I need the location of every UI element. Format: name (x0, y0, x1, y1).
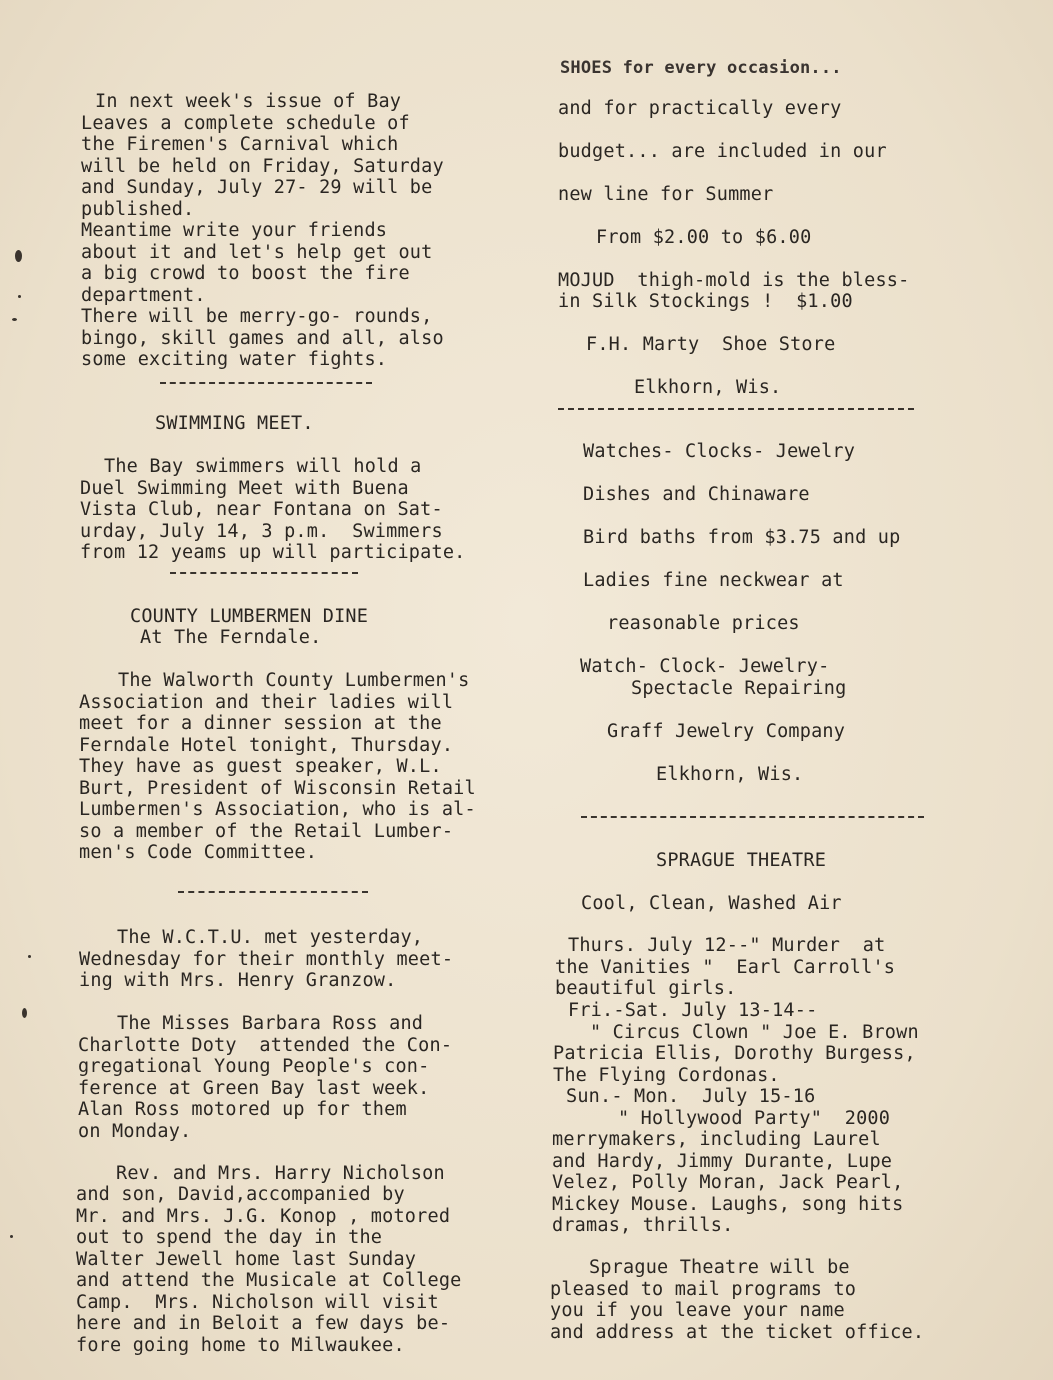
text-line: urday, July 14, 3 p.m. Swimmers (80, 521, 443, 542)
text-line: Alan Ross motored up for them (78, 1099, 407, 1120)
text-line: Mr. and Mrs. J.G. Konop , motored (76, 1206, 451, 1227)
text-line: MOJUD thigh-mold is the bless- (558, 270, 910, 291)
text-line: Ladies fine neckwear at (583, 570, 844, 591)
text-line: Leaves a complete schedule of (81, 113, 410, 134)
text-line: merrymakers, including Laurel (552, 1129, 881, 1150)
text-line: in Silk Stockings ! $1.00 (558, 291, 853, 312)
text-line: pleased to mail programs to (550, 1279, 857, 1300)
text-line: published. (81, 199, 195, 220)
price-line: From $2.00 to $6.00 (596, 227, 812, 248)
text-line: beautiful girls. (555, 978, 737, 999)
text-line: bingo, skill games and all, also (81, 328, 444, 349)
text-line: The Bay swimmers will hold a (104, 456, 422, 477)
text-line: and son, David,accompanied by (76, 1184, 405, 1205)
section-divider (558, 408, 914, 410)
binding-hole-mark (15, 250, 22, 262)
text-line: and Sunday, July 27- 29 will be (81, 177, 433, 198)
text-line: men's Code Committee. (79, 842, 318, 863)
text-line: In next week's issue of Bay (95, 91, 402, 112)
store-name: Graff Jewelry Company (607, 721, 846, 742)
text-line: gregational Young People's con- (78, 1056, 430, 1077)
text-line: department. (81, 285, 206, 306)
store-name: F.H. Marty Shoe Store (586, 334, 836, 355)
text-line: the Firemen's Carnival which (81, 134, 399, 155)
binding-hole-mark (18, 295, 21, 298)
text-line: Sprague Theatre will be (589, 1257, 850, 1278)
text-line: dramas, thrills. (552, 1215, 734, 1236)
text-line: Patricia Ellis, Dorothy Burgess, (553, 1043, 916, 1064)
text-line: " Hollywood Party" 2000 (618, 1108, 891, 1129)
text-line: Association and their ladies will (79, 692, 454, 713)
store-location: Elkhorn, Wis. (634, 377, 782, 398)
text-line: new line for Summer (558, 184, 774, 205)
text-line: Meantime write your friends (81, 220, 388, 241)
text-line: They have as guest speaker, W.L. (79, 756, 442, 777)
text-line: and Hardy, Jimmy Durante, Lupe (552, 1151, 893, 1172)
text-line: The Misses Barbara Ross and (117, 1013, 424, 1034)
text-line: Bird baths from $3.75 and up (583, 527, 901, 548)
binding-hole-mark (28, 955, 31, 958)
text-line: The Walworth County Lumbermen's (118, 670, 470, 691)
text-line: Velez, Polly Moran, Jack Pearl, (552, 1172, 904, 1193)
text-line: here and in Beloit a few days be- (76, 1313, 451, 1334)
theatre-tagline: Cool, Clean, Washed Air (581, 893, 842, 914)
section-divider (160, 382, 372, 384)
text-line: Burt, President of Wisconsin Retail (79, 778, 476, 799)
text-line: Fri.-Sat. July 13-14-- (568, 1000, 818, 1021)
text-line: the Vanities " Earl Carroll's (555, 957, 896, 978)
text-line: Vista Club, near Fontana on Sat- (80, 499, 443, 520)
text-line: reasonable prices (607, 613, 800, 634)
text-line: Charlotte Doty attended the Con- (78, 1035, 453, 1056)
text-line: so a member of the Retail Lumber- (79, 821, 454, 842)
section-divider (170, 572, 358, 574)
text-line: Lumbermen's Association, who is al- (79, 799, 476, 820)
section-title: COUNTY LUMBERMEN DINE (130, 606, 369, 627)
text-line: Camp. Mrs. Nicholson will visit (76, 1292, 439, 1313)
text-line: The W.C.T.U. met yesterday, (117, 927, 424, 948)
text-line: " Circus Clown " Joe E. Brown (590, 1022, 919, 1043)
text-line: Watch- Clock- Jewelry- (580, 656, 830, 677)
text-line: some exciting water fights. (81, 349, 388, 370)
text-line: Mickey Mouse. Laughs, song hits (552, 1194, 904, 1215)
text-line: on Monday. (78, 1121, 192, 1142)
text-line: There will be merry-go- rounds, (81, 306, 433, 327)
text-line: from 12 yeams up will participate. (80, 542, 466, 563)
text-line: will be held on Friday, Saturday (81, 156, 444, 177)
text-line: you if you leave your name (550, 1300, 845, 1321)
text-line: Duel Swimming Meet with Buena (80, 478, 409, 499)
text-line: Rev. and Mrs. Harry Nicholson (116, 1163, 445, 1184)
text-line: out to spend the day in the (76, 1227, 383, 1248)
text-line: Walter Jewell home last Sunday (76, 1249, 417, 1270)
text-line: fore going home to Milwaukee. (76, 1335, 405, 1356)
text-line: and attend the Musicale at College (76, 1270, 462, 1291)
text-line: a big crowd to boost the fire (81, 263, 410, 284)
binding-hole-mark (22, 1008, 27, 1018)
store-location: Elkhorn, Wis. (656, 764, 804, 785)
text-line: Ferndale Hotel tonight, Thursday. (79, 735, 454, 756)
text-line: Watches- Clocks- Jewelry (583, 441, 856, 462)
section-title: SPRAGUE THEATRE (656, 850, 827, 871)
text-line: and for practically every (558, 98, 842, 119)
text-line: Spectacle Repairing (631, 678, 847, 699)
section-divider (178, 891, 368, 893)
section-divider (581, 816, 924, 818)
binding-hole-mark (10, 1235, 13, 1238)
text-line: ing with Mrs. Henry Granzow. (79, 970, 397, 991)
text-line: Dishes and Chinaware (583, 484, 810, 505)
text-line: meet for a dinner session at the (79, 713, 442, 734)
text-line: ference at Green Bay last week. (78, 1078, 430, 1099)
ad-header: SHOES for every occasion... (560, 58, 842, 78)
text-line: about it and let's help get out (81, 242, 433, 263)
text-line: budget... are included in our (558, 141, 887, 162)
text-line: and address at the ticket office. (550, 1322, 925, 1343)
text-line: Wednesday for their monthly meet- (79, 949, 454, 970)
text-line: The Flying Cordonas. (553, 1065, 780, 1086)
section-subtitle: At The Ferndale. (140, 627, 322, 648)
text-line: Sun.- Mon. July 15-16 (566, 1086, 816, 1107)
section-title: SWIMMING MEET. (155, 413, 314, 434)
text-line: Thurs. July 12--" Murder at (568, 935, 886, 956)
binding-hole-mark (12, 318, 17, 321)
